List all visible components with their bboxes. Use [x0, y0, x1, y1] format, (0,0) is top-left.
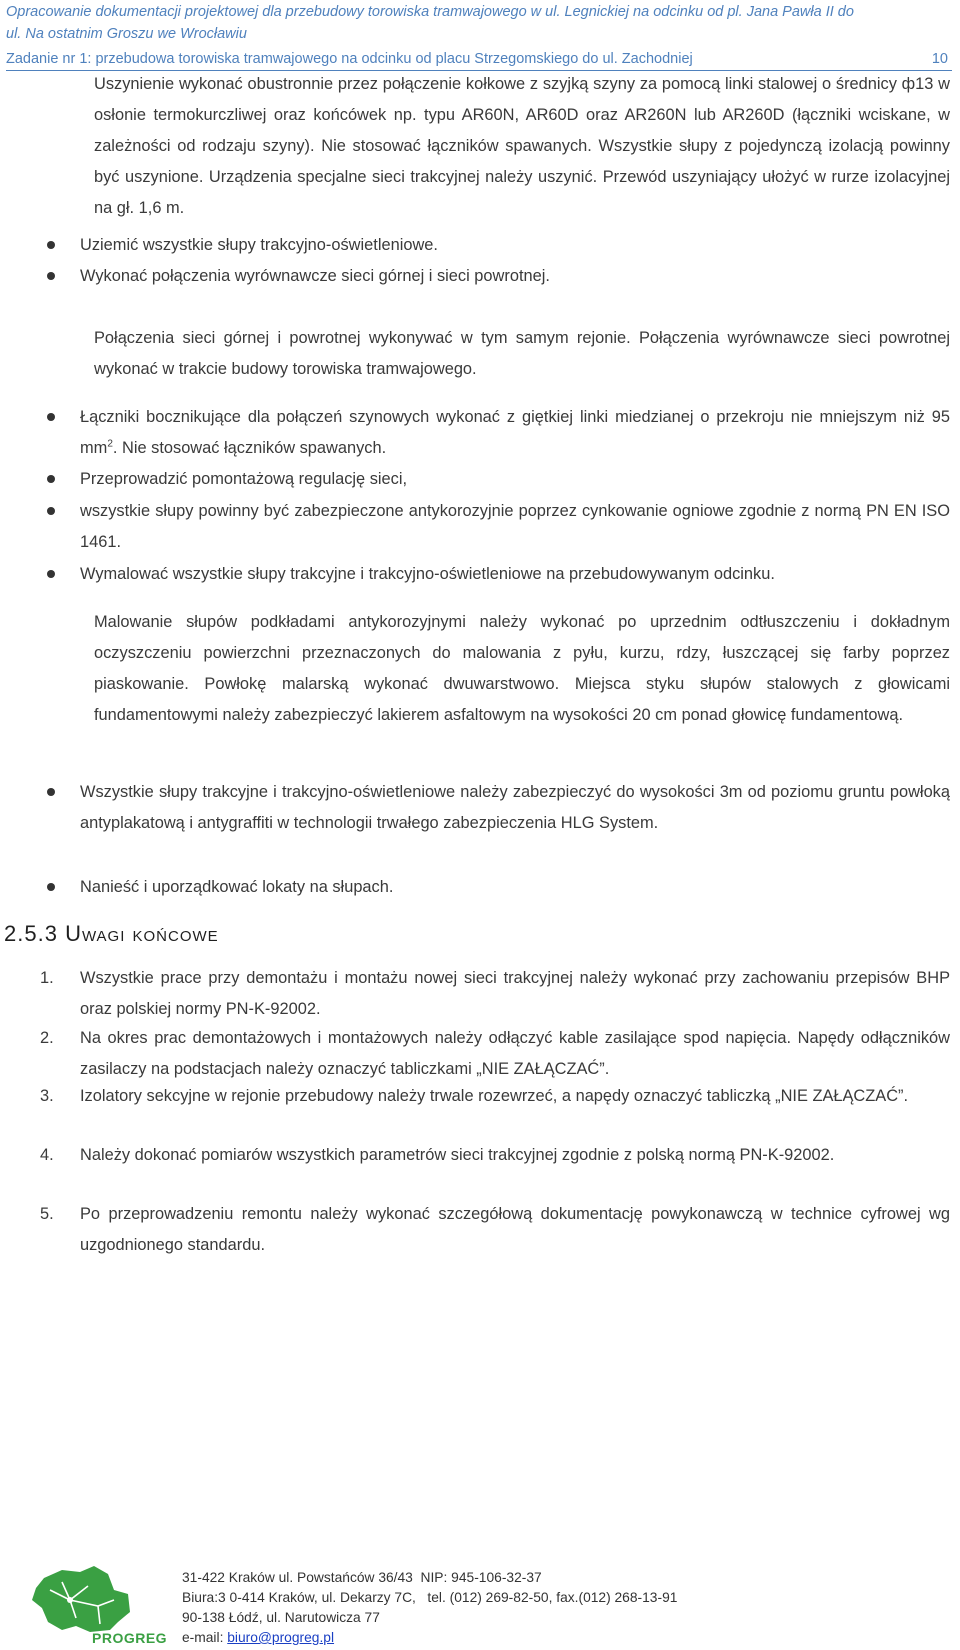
numbered-item-text: Izolatory sekcyjne w rejonie przebudowy należy trwale rozewrzeć, a napędy oznaczyć tabliczką „NIE ZAŁĄCZAĆ”.: [80, 1087, 909, 1105]
logo-wordmark: PROGREG: [92, 1630, 168, 1646]
footer-contact: [182, 1568, 677, 1648]
numbered-item-text: Należy dokonać pomiarów wszystkich parametrów sieci trakcyjnej zgodnie z polską normą PN-K-92002.: [80, 1146, 835, 1164]
numbered-item-text: Wszystkie prace przy demontażu i montażu nowej sieci trakcyjnej należy wykonać przy zachowaniu przepisów BHP oraz polskiej normy PN-K-92002.: [80, 969, 950, 1018]
list-item-text: Uziemić wszystkie słupy trakcyjno-oświetleniowe.: [80, 236, 438, 254]
footer-email-line: [182, 1628, 677, 1648]
bullet-icon: [47, 413, 55, 421]
bullet-icon: [47, 788, 55, 796]
list-item-text: [80, 402, 950, 464]
numbered-item-text: Na okres prac demontażowych i montażowych należy odłączyć kable zasilające spod napięcia. Napędy odłączników zasilaczy na podstacjach należy oznaczyć tabliczkami „NIE ZAŁĄCZAĆ”.: [80, 1029, 950, 1078]
page-number: 10: [931, 51, 948, 67]
section-title: Uwagi końcowe: [65, 921, 219, 946]
footer-offices-line: Biura:3 0-414 Kraków, ul. Dekarzy 7C, tel. (012) 269-82-50, fax.(012) 268-13-91: [182, 1590, 678, 1605]
header-task: Zadanie nr 1: przebudowa torowiska tramwajowego na odcinku od placu Strzegomskiego do ul. Zachodniej: [6, 51, 693, 67]
paragraph-intro: Uszynienie wykonać obustronnie przez połączenie kołkowe z szyjką szyny za pomocą linki stalowej o średnicy ф13 w osłonie termokurczliwej oraz końcówek np. typu AR60N, AR60D oraz AR260N lub AR260D (łączniki wciskane, w zależności od rodzaju szyny). Nie stosować łączników spawanych. Wszystkie słupy z pojedynczą izolacją powinny być uszynione. Urządzenia specjalne sieci trakcyjnej należy uszynić. Przewód uszyniający ułożyć w rurze izolacyjnej na gł. 1,6 m.: [94, 75, 950, 217]
numbered-item-label: 3.: [40, 1087, 54, 1105]
paragraph-painting: Malowanie słupów podkładami antykorozyjnymi należy wykonać po uprzednim odtłuszczeniu i dokładnym oczyszczeniu powierzchni przeznaczonych do malowania z pyłu, kurzu, rdzy, łuszczącej się farby poprzez piaskowanie. Powłokę malarską wykonać dwuwarstwowo. Miejsca styku słupów stalowych z głowicami fundamentowymi należy zabezpieczyć lakierem asfaltowym na wysokości 20 cm ponad głowicę fundamentową.: [94, 613, 950, 724]
email-link[interactable]: biuro@progreg.pl: [227, 1630, 335, 1645]
numbered-item-text: Po przeprowadzeniu remontu należy wykonać szczegółową dokumentację powykonawczą w technice cyfrowej wg uzgodnionego standardu.: [80, 1205, 950, 1254]
list-item-text: Wykonać połączenia wyrównawcze sieci górnej i sieci powrotnej.: [80, 267, 550, 285]
header-title-line-1: Opracowanie dokumentacji projektowej dla przebudowy torowiska tramwajowego w ul. Legnickiej na odcinku od pl. Jana Pawła II do: [6, 4, 854, 20]
bullet-icon: [47, 507, 55, 515]
bullet-icon: [47, 570, 55, 578]
list-item-text: Nanieść i uporządkować lokaty na słupach.: [80, 878, 394, 896]
city-marker-icon: [67, 1597, 73, 1603]
list-item-text: wszystkie słupy powinny być zabezpieczone antykorozyjnie poprzez cynkowanie ogniowe zgodnie z normą PN EN ISO 1461.: [80, 502, 950, 551]
bullet-icon: [47, 272, 55, 280]
numbered-item-label: 5.: [40, 1205, 54, 1223]
region-map-icon: [32, 1566, 130, 1632]
footer-address-line: 31-422 Kraków ul. Powstańców 36/43 NIP: 945-106-32-37: [182, 1570, 542, 1585]
list-item-text: Przeprowadzić pomontażową regulację sieci,: [80, 470, 408, 488]
list-item-text: Wymalować wszystkie słupy trakcyjne i trakcyjno-oświetleniowe na przebudowywanym odcinku.: [80, 565, 775, 583]
header-title-line-2: ul. Na ostatnim Groszu we Wrocławiu: [6, 26, 247, 42]
bullet-icon: [47, 241, 55, 249]
footer-lodz-line: 90-138 Łódź, ul. Narutowicza 77: [182, 1610, 380, 1625]
superscript-2: 2: [107, 438, 113, 450]
numbered-item-label: 1.: [40, 969, 54, 987]
paragraph-equipotential: Połączenia sieci górnej i powrotnej wykonywać w tym samym rejonie. Połączenia wyrównawcze sieci powrotnej wykonać w trakcie budowy torowiska tramwajowego.: [94, 329, 950, 378]
numbered-item-label: 2.: [40, 1029, 54, 1047]
shunt-text-tail: . Nie stosować łączników spawanych.: [112, 439, 387, 457]
section-heading: [4, 919, 219, 949]
numbered-item-label: 4.: [40, 1146, 54, 1164]
email-label: e-mail:: [182, 1630, 228, 1645]
section-number: 2.5.3: [4, 921, 58, 946]
bullet-icon: [47, 883, 55, 891]
list-item-text: Wszystkie słupy trakcyjne i trakcyjno-oświetleniowe należy zabezpieczyć do wysokości 3m od poziomu gruntu powłoką antyplakatową i antygraffiti w technologii trwałego zabezpieczenia HLG System.: [80, 783, 950, 832]
bullet-icon: [47, 475, 55, 483]
shunt-text: Łączniki bocznikujące dla połączeń szynowych wykonać z giętkiej linki miedzianej o przekroju nie mniejszym niż 95 mm: [80, 408, 950, 457]
